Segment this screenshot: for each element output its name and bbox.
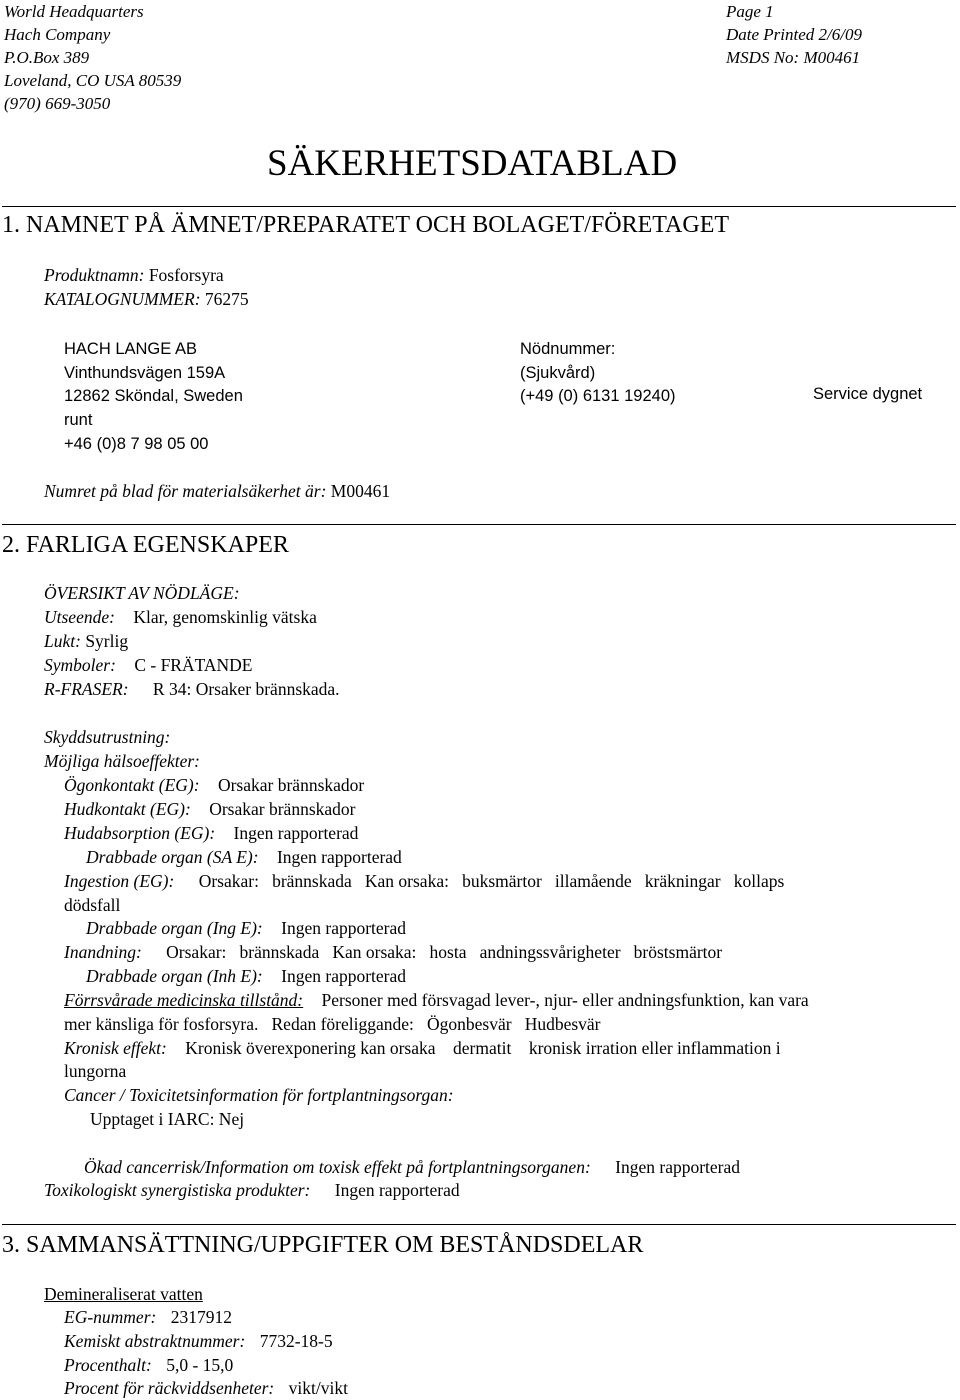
odor-row: [44, 631, 128, 652]
inhalation-value: Orsakar: brännskada Kan orsaka: hosta andningssvårigheter bröstsmärtor: [166, 942, 723, 962]
company-runt: runt: [64, 411, 93, 429]
header-line-3: P.O.Box 389: [4, 48, 90, 67]
appearance-row: [44, 607, 317, 628]
divider-2: [2, 524, 956, 525]
date-printed: Date Printed 2/6/09: [726, 25, 862, 44]
skin-absorption-label: Hudabsorption (EG):: [64, 823, 216, 843]
company-name: HACH LANGE AB: [64, 340, 197, 358]
target-organs-inh-row: [86, 966, 406, 987]
ingestion-row: [64, 871, 784, 892]
synergy-row: [44, 1180, 460, 1201]
company-street: Vinthundsvägen 159A: [64, 363, 226, 382]
target-organs-inh-label: Drabbade organ (Inh E):: [86, 966, 263, 986]
company-address: [64, 338, 243, 409]
eye-row: [64, 775, 364, 796]
aggravated-row: [64, 990, 809, 1011]
inhalation-label: Inandning:: [64, 942, 142, 962]
section1-heading: 1. NAMNET PÅ ÄMNET/PREPARATET OCH BOLAGET/FÖRETAGET: [2, 212, 730, 238]
appearance-value: Klar, genomskinlig vätska: [133, 607, 317, 627]
rphrases-label: R-FRASER:: [44, 679, 129, 699]
page-number: Page 1: [726, 2, 774, 21]
product-name-label: Produktnamn:: [44, 265, 145, 285]
cancer-risk-value: Ingen rapporterad: [615, 1157, 741, 1177]
symbols-row: [44, 655, 253, 676]
skin-value: Orsakar brännskador: [209, 799, 356, 819]
symbols-value: C - FRÄTANDE: [134, 655, 253, 675]
catalog-value: 76275: [204, 289, 249, 309]
unit-value: vikt/vikt: [288, 1378, 348, 1398]
chronic-continued: lungorna: [64, 1061, 127, 1081]
synergy-label: Toxikologiskt synergistiska produkter:: [44, 1180, 311, 1200]
divider-3: [2, 1224, 956, 1225]
unit-row: [64, 1378, 348, 1399]
chronic-value: Kronisk överexponering kan orsaka dermatit kronisk irration eller inflammation i: [185, 1038, 781, 1058]
target-organs-ing-value: Ingen rapporterad: [281, 918, 407, 938]
emergency-label: Nödnummer:: [520, 340, 616, 358]
emergency-type: (Sjukvård): [520, 363, 596, 382]
ingestion-value: Orsakar: brännskada Kan orsaka: buksmärtor illamående kräkningar kollaps: [198, 871, 785, 891]
ec-number-value: 2317912: [170, 1307, 232, 1327]
cas-row: [64, 1331, 333, 1352]
synergy-value: Ingen rapporterad: [334, 1180, 460, 1200]
aggravated-label: Förrsvårade medicinska tillstånd:: [64, 990, 304, 1010]
aggravated-continued: mer känsliga för fosforsyra. Redan föreliggande: Ögonbesvär Hudbesvär: [64, 1014, 601, 1034]
skin-label: Hudkontakt (EG):: [64, 799, 191, 819]
cas-label: Kemiskt abstraktnummer:: [64, 1331, 246, 1351]
section2-heading: 2. FARLIGA EGENSKAPER: [2, 532, 289, 558]
odor-label: Lukt:: [44, 631, 81, 651]
skin-absorption-row: [64, 823, 358, 844]
section3-heading: 3. SAMMANSÄTTNING/UPPGIFTER OM BESTÅNDSDELAR: [2, 1232, 644, 1258]
catalog-label: KATALOGNUMMER:: [44, 289, 201, 309]
emergency-block: [520, 338, 676, 409]
unit-label: Procent för räckviddsenheter:: [64, 1378, 275, 1398]
header-line-4: Loveland, CO USA 80539: [4, 71, 182, 90]
target-organs-ing-label: Drabbade organ (Ing E):: [86, 918, 263, 938]
target-organs-ing-row: [86, 918, 406, 939]
msds-label: Numret på blad för materialsäkerhet är:: [44, 481, 327, 501]
target-organs-sa-row: [86, 847, 402, 868]
skin-absorption-value: Ingen rapporterad: [233, 823, 359, 843]
rphrases-row: [44, 679, 340, 700]
msds-value: M00461: [330, 481, 391, 501]
company-phone: +46 (0)8 7 98 05 00: [64, 434, 209, 453]
odor-value: Syrlig: [85, 631, 129, 651]
header-line-2: Hach Company: [4, 25, 111, 44]
header-line-5: (970) 669-3050: [4, 94, 111, 113]
header-address: [4, 0, 181, 115]
cancer-label: Cancer / Toxicitetsinformation för fortplantningsorgan:: [64, 1085, 454, 1105]
header-meta: [726, 0, 862, 69]
cas-value: 7732-18-5: [259, 1331, 333, 1351]
chronic-label: Kronisk effekt:: [64, 1038, 167, 1058]
ingestion-label: Ingestion (EG):: [64, 871, 175, 891]
target-organs-inh-value: Ingen rapporterad: [281, 966, 407, 986]
product-name-value: Fosforsyra: [148, 265, 224, 285]
ppe-label: Skyddsutrustning:: [44, 727, 171, 747]
eye-label: Ögonkontakt (EG):: [64, 775, 200, 795]
skin-row: [64, 799, 355, 820]
symbols-label: Symboler:: [44, 655, 116, 675]
product-name-row: [44, 265, 224, 286]
catalog-row: [44, 289, 249, 310]
cancer-risk-label: Ökad cancerrisk/Information om toxisk effekt på fortplantningsorganen:: [84, 1157, 591, 1177]
health-effects-label: Möjliga hälsoeffekter:: [44, 751, 201, 771]
aggravated-value: Personer med försvagad lever-, njur- eller andningsfunktion, kan vara: [321, 990, 809, 1010]
percent-label: Procenthalt:: [64, 1355, 152, 1375]
cancer-risk-row: [84, 1157, 740, 1178]
msds-number: MSDS No: M00461: [726, 48, 861, 67]
divider-1: [2, 206, 956, 207]
appearance-label: Utseende:: [44, 607, 115, 627]
header-line-1: World Headquarters: [4, 2, 144, 21]
ec-number-row: [64, 1307, 232, 1328]
msds-row: [44, 481, 390, 502]
company-city: 12862 Sköndal, Sweden: [64, 387, 243, 405]
percent-value: 5,0 - 15,0: [166, 1355, 234, 1375]
ec-number-label: EG-nummer:: [64, 1307, 157, 1327]
emergency-number: (+49 (0) 6131 19240): [520, 387, 676, 405]
rphrases-value: R 34: Orsaker brännskada.: [152, 679, 340, 699]
target-organs-sa-label: Drabbade organ (SA E):: [86, 847, 259, 867]
ingestion-continued: dödsfall: [64, 895, 121, 915]
substance-name: Demineraliserat vatten: [44, 1284, 203, 1304]
inhalation-row: [64, 942, 722, 963]
overview-label: ÖVERSIKT AV NÖDLÄGE:: [44, 583, 240, 603]
service-text: Service dygnet: [813, 385, 923, 403]
eye-value: Orsakar brännskador: [217, 775, 365, 795]
iarc-line: Upptaget i IARC: Nej: [90, 1109, 245, 1129]
target-organs-sa-value: Ingen rapporterad: [276, 847, 402, 867]
percent-row: [64, 1355, 233, 1376]
chronic-row: [64, 1038, 781, 1059]
company-extra: [64, 409, 209, 456]
document-title: SÄKERHETSDATABLAD: [267, 143, 678, 184]
